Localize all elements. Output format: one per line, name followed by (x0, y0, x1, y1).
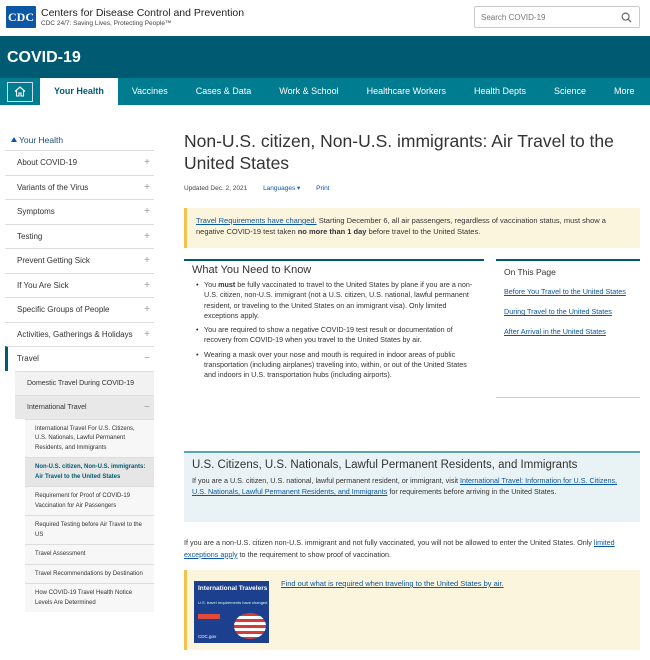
sidebar-item-activities[interactable]: Activities, Gatherings & Holidays + (5, 322, 154, 347)
on-this-page-box (496, 259, 640, 398)
section-title[interactable]: COVID-19 (7, 49, 81, 66)
sidebar-sub2-us-citizens[interactable]: International Travel For U.S. Citizens, U.S. Nationals, Lawful Permanent Residents, and Immigrants (25, 419, 154, 458)
otp-link-before[interactable]: Before You Travel to the United States (504, 287, 626, 296)
home-icon (14, 86, 26, 97)
unvaccinated-notice: If you are a non-U.S. citizen non-U.S. immigrant and not fully vaccinated, you will not be allowed to enter the United States. Only limited exceptions apply to the requirement to show proof of vaccination. (184, 538, 615, 559)
left-sidebar (5, 130, 154, 612)
flag-globe-icon (234, 613, 266, 639)
nav-vaccines[interactable]: Vaccines (131, 86, 168, 96)
travel-alert: Travel Requirements have changed. Starting December 6, all air passengers, regardless of vaccination status, must show a negative COVID-19 test taken no more than 1 day before travel to the United States. (184, 208, 640, 248)
print-link[interactable]: Print (316, 185, 330, 192)
sidebar-item-sick[interactable]: If You Are Sick + (5, 273, 154, 298)
sidebar-item-variants[interactable]: Variants of the Virus + (5, 175, 154, 200)
nav-healthcare-workers[interactable]: Healthcare Workers (366, 86, 446, 96)
learn-more-badge (198, 614, 220, 619)
need-list (184, 280, 484, 381)
sidebar-sub2-required-testing[interactable]: Required Testing before Air Travel to the US (25, 515, 154, 544)
expand-icon[interactable]: + (144, 328, 150, 340)
expand-icon[interactable]: + (144, 230, 150, 242)
sidebar-item-travel[interactable]: Travel − (5, 346, 154, 371)
alert-link[interactable]: Travel Requirements have changed. (196, 216, 317, 225)
org-tagline: CDC 24/7: Saving Lives, Protecting People™ (41, 20, 172, 27)
updated-date: Updated Dec. 2, 2021 (184, 185, 248, 192)
sidebar-sub-international[interactable]: International Travel − (15, 395, 154, 419)
nav-work-school[interactable]: Work & School (279, 86, 339, 96)
search-box (474, 6, 640, 28)
nav-your-health[interactable]: Your Health (40, 78, 118, 105)
page-title: Non-U.S. citizen, Non-U.S. immigrants: Air Travel to the United States (184, 131, 614, 173)
us-citizens-title: U.S. Citizens, U.S. Nationals, Lawful Permanent Residents, and Immigrants (192, 459, 578, 471)
limited-exceptions-link[interactable]: limited exceptions apply (184, 538, 615, 559)
what-you-need-box (184, 259, 484, 423)
nav-home-button[interactable] (0, 78, 40, 105)
list-item: • Wearing a mask over your nose and mouth is required in indoor areas of public transportation (including airplanes) traveling into, within, or out of the United States and indoors in U.S. transportation hubs (including airports). (204, 350, 476, 381)
nav-health-depts[interactable]: Health Depts (473, 86, 526, 96)
sidebar-sub2-notice-levels[interactable]: How COVID-19 Travel Health Notice Levels Are Determined (25, 583, 154, 612)
caret-down-icon: ▾ (297, 185, 301, 192)
page-meta (184, 184, 640, 196)
org-name[interactable]: Centers for Disease Control and Prevention (41, 7, 245, 19)
sidebar-item-prevent[interactable]: Prevent Getting Sick + (5, 248, 154, 273)
collapse-icon[interactable]: − (144, 353, 150, 364)
sidebar-sub2-travel-assessment[interactable]: Travel Assessment (25, 544, 154, 564)
nav-more[interactable]: More (614, 86, 635, 96)
promo-link[interactable]: Find out what is required when traveling to the United States by air. (281, 579, 504, 588)
sidebar-sub2-proof-vaccination[interactable]: Requirement for Proof of COVID-19 Vaccination for Air Passengers (25, 486, 154, 515)
expand-icon[interactable]: + (144, 181, 150, 193)
expand-icon[interactable]: + (144, 206, 150, 217)
us-citizens-link[interactable]: International Travel: Information for U.S. Citizens, U.S. Nationals, Lawful Permanent Residents, and Immigrants (192, 476, 618, 496)
us-citizens-text: If you are a U.S. citizen, U.S. national, lawful permanent resident, or immigrant, visit International Travel: Information for U.S. Citizens, U.S. Nationals, Lawful Permanent Residents, and Immigrants for requirements before arriving in the United States. (192, 476, 618, 496)
up-arrow-icon (11, 137, 17, 142)
expand-icon[interactable]: + (144, 279, 150, 291)
list-item: • You are required to show a negative COVID-19 test result or documentation of recovery from COVID-19 when you travel to the United States by air. (204, 325, 476, 346)
main-content (184, 130, 640, 639)
promo-box (184, 570, 640, 650)
main-nav (0, 78, 650, 105)
sidebar-sub2-recommendations[interactable]: Travel Recommendations by Destination (25, 564, 154, 584)
sidebar-sub2-non-us-citizen[interactable]: Non-U.S. citizen, Non-U.S. immigrants: Air Travel to the United States (25, 457, 154, 486)
site-header (0, 0, 650, 36)
search-input[interactable] (481, 10, 616, 25)
section-band (0, 36, 650, 78)
otp-link-after[interactable]: After Arrival in the United States (504, 327, 606, 336)
collapse-icon[interactable]: − (144, 401, 150, 413)
search-icon[interactable] (621, 12, 632, 23)
list-item: • You must be fully vaccinated to travel to the United States by plane if you are a non-U.S. citizen, non-U.S. immigrant (not a U.S. citizen, U.S. national, lawful permanent resident, or traveling to the United States on an immigrant visa). Only limited exceptions apply. (204, 280, 476, 321)
expand-icon[interactable]: + (144, 304, 150, 315)
nav-science[interactable]: Science (554, 86, 587, 96)
on-this-page-title: On This Page (504, 267, 556, 277)
sidebar-head-label: Your Health (19, 135, 64, 145)
international-travelers-image[interactable]: International Travelers U.S. travel requirements have changed CDC.gov (194, 581, 269, 643)
languages-dropdown[interactable]: Languages ▾ (263, 185, 301, 192)
sidebar-head[interactable] (5, 130, 154, 150)
nav-cases-data[interactable]: Cases & Data (195, 86, 252, 96)
sidebar-item-about[interactable]: About COVID-19 + (5, 150, 154, 175)
expand-icon[interactable]: + (144, 157, 150, 168)
sidebar-item-testing[interactable]: Testing + (5, 224, 154, 249)
otp-link-during[interactable]: During Travel to the United States (504, 307, 612, 316)
sidebar-item-groups[interactable]: Specific Groups of People + (5, 297, 154, 322)
sidebar-item-symptoms[interactable]: Symptoms + (5, 199, 154, 224)
cdc-logo[interactable]: CDC (6, 6, 36, 28)
sidebar-sub-domestic[interactable]: Domestic Travel During COVID-19 (15, 371, 154, 395)
us-citizens-box (184, 451, 640, 522)
expand-icon[interactable]: + (144, 255, 150, 266)
need-title: What You Need to Know (192, 264, 312, 276)
